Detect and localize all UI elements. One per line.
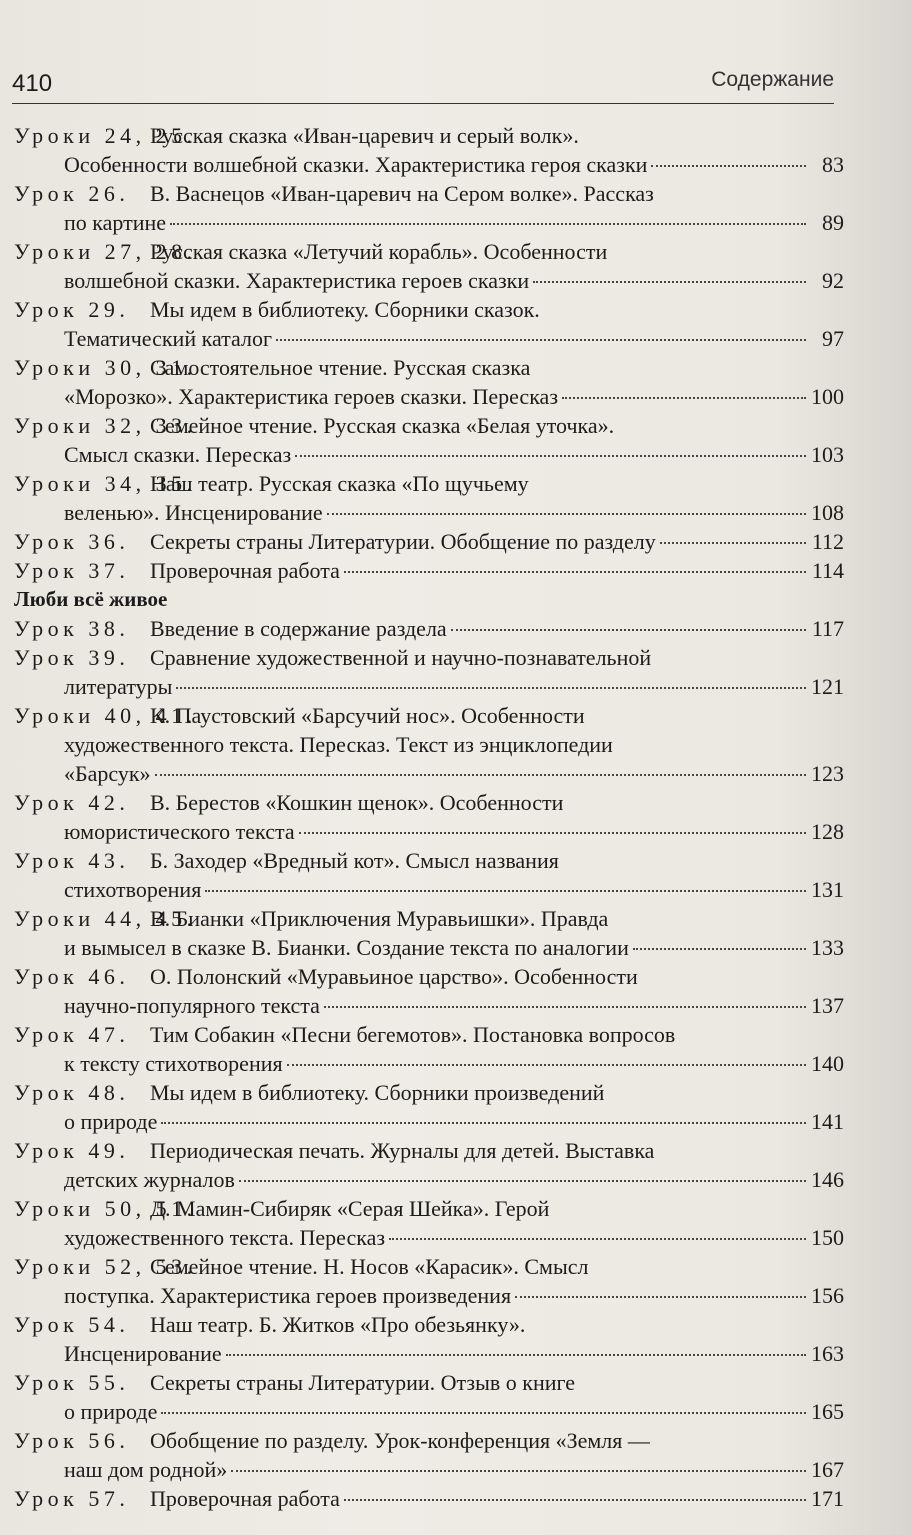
lesson-title: поступка. Характеристика героев произведения bbox=[64, 1283, 512, 1308]
page-ref: 150 bbox=[811, 1225, 844, 1250]
header-rule bbox=[12, 103, 834, 104]
page-ref: 141 bbox=[811, 1109, 844, 1134]
toc-entry-line bbox=[14, 266, 844, 295]
running-title: Содержание bbox=[711, 68, 834, 91]
page-number: 410 bbox=[12, 70, 53, 97]
dot-leader bbox=[299, 832, 806, 834]
lesson-title: Наш театр. Русская сказка «По щучьему bbox=[150, 471, 529, 496]
dot-leader bbox=[651, 165, 806, 167]
page-ref: 137 bbox=[811, 993, 844, 1018]
page-ref: 89 bbox=[822, 210, 844, 235]
lesson-title: художественного текста. Пересказ bbox=[64, 1225, 386, 1250]
lesson-title: «Барсук» bbox=[64, 761, 151, 786]
toc-entry-line bbox=[14, 1426, 844, 1455]
lesson-title: Б. Заходер «Вредный кот». Смысл названия bbox=[150, 848, 559, 873]
dot-leader bbox=[533, 281, 806, 283]
dot-leader bbox=[161, 1122, 806, 1124]
dot-leader bbox=[324, 1006, 806, 1008]
toc-entry[interactable] bbox=[14, 353, 844, 411]
lesson-title: Обобщение по разделу. Урок-конференция «Земля — bbox=[150, 1428, 650, 1453]
lesson-label: Урок 54. bbox=[14, 1312, 130, 1337]
toc-entry-line bbox=[14, 1020, 844, 1049]
toc-entry-line bbox=[14, 469, 844, 498]
page-ref: 112 bbox=[811, 529, 844, 554]
table-of-contents bbox=[14, 121, 844, 1513]
toc-entry-line bbox=[14, 1194, 844, 1223]
lesson-label: Урок 38. bbox=[14, 616, 130, 641]
toc-entry[interactable] bbox=[14, 411, 844, 469]
lesson-title: В. Берестов «Кошкин щенок». Особенности bbox=[150, 790, 564, 815]
lesson-label: Уроки 30, 31. bbox=[14, 355, 197, 380]
toc-entry[interactable] bbox=[14, 788, 844, 846]
toc-entry-line bbox=[14, 846, 844, 875]
lesson-label: Урок 39. bbox=[14, 645, 130, 670]
toc-entry-line bbox=[14, 672, 844, 701]
page-ref: 128 bbox=[811, 819, 844, 844]
toc-entry[interactable] bbox=[14, 643, 844, 701]
toc-entry[interactable] bbox=[14, 1020, 844, 1078]
lesson-title: Тим Собакин «Песни бегемотов». Постановка вопросов bbox=[150, 1022, 676, 1047]
toc-entry-line bbox=[14, 1484, 844, 1513]
lesson-title: Инсценирование bbox=[64, 1341, 222, 1366]
lesson-title: стихотворения bbox=[64, 877, 202, 902]
dot-leader bbox=[327, 513, 806, 515]
lesson-label: Уроки 44, 45. bbox=[14, 906, 197, 931]
page-ref: 100 bbox=[811, 384, 844, 409]
lesson-title: Семейное чтение. Н. Носов «Карасик». Смысл bbox=[150, 1254, 589, 1279]
toc-entry-line bbox=[14, 1078, 844, 1107]
lesson-title: детских журналов bbox=[64, 1167, 235, 1192]
lesson-title: Введение в содержание раздела bbox=[150, 616, 447, 641]
toc-entry[interactable] bbox=[14, 614, 844, 643]
lesson-title: Периодическая печать. Журналы для детей. Выставка bbox=[150, 1138, 655, 1163]
toc-entry-line bbox=[14, 121, 844, 150]
lesson-label: Урок 26. bbox=[14, 181, 130, 206]
page-ref: 133 bbox=[811, 935, 844, 960]
toc-entry[interactable] bbox=[14, 904, 844, 962]
lesson-title: Семейное чтение. Русская сказка «Белая уточка». bbox=[150, 413, 615, 438]
page-ref: 114 bbox=[811, 558, 844, 583]
section-heading: Люби всё живое bbox=[14, 587, 168, 611]
toc-entry-line bbox=[14, 527, 844, 556]
toc-entry-line bbox=[14, 353, 844, 382]
lesson-title: по картине bbox=[64, 210, 167, 235]
toc-entry-line bbox=[14, 150, 844, 179]
lesson-label: Урок 57. bbox=[14, 1486, 130, 1511]
lesson-title: научно-популярного текста bbox=[64, 993, 320, 1018]
lesson-label: Урок 55. bbox=[14, 1370, 130, 1395]
toc-entry-line bbox=[14, 904, 844, 933]
toc-entry-line bbox=[14, 382, 844, 411]
lesson-label: Урок 36. bbox=[14, 529, 130, 554]
page-header bbox=[12, 62, 834, 102]
toc-entry-line bbox=[14, 933, 844, 962]
lesson-title: К. Паустовский «Барсучий нос». Особенности bbox=[150, 703, 585, 728]
dot-leader bbox=[276, 339, 806, 341]
toc-entry[interactable] bbox=[14, 295, 844, 353]
toc-entry-line bbox=[14, 643, 844, 672]
toc-entry-line bbox=[14, 295, 844, 324]
toc-entry[interactable] bbox=[14, 1194, 844, 1252]
toc-entry-line bbox=[14, 1252, 844, 1281]
toc-entry-line bbox=[14, 788, 844, 817]
toc-entry-line bbox=[14, 1310, 844, 1339]
lesson-label: Урок 48. bbox=[14, 1080, 130, 1105]
toc-entry[interactable] bbox=[14, 962, 844, 1020]
toc-entry[interactable] bbox=[14, 1426, 844, 1484]
toc-entry-line bbox=[14, 1339, 844, 1368]
lesson-title: В. Бианки «Приключения Муравьишки». Правда bbox=[150, 906, 609, 931]
dot-leader bbox=[205, 890, 806, 892]
dot-leader bbox=[389, 1238, 806, 1240]
toc-entry-line bbox=[14, 1107, 844, 1136]
lesson-title: и вымысел в сказке В. Бианки. Создание текста по аналогии bbox=[64, 935, 629, 960]
lesson-label: Уроки 27, 28. bbox=[14, 239, 197, 264]
lesson-label: Урок 46. bbox=[14, 964, 130, 989]
page-ref: 131 bbox=[811, 877, 844, 902]
page-ref: 97 bbox=[822, 326, 844, 351]
dot-leader bbox=[170, 223, 806, 225]
page-ref: 140 bbox=[811, 1051, 844, 1076]
lesson-label: Урок 49. bbox=[14, 1138, 130, 1163]
lesson-title: Секреты страны Литературии. Отзыв о книге bbox=[150, 1370, 576, 1395]
lesson-title: Сравнение художественной и научно-познавательной bbox=[150, 645, 652, 670]
toc-entry[interactable] bbox=[14, 121, 844, 179]
page-ref: 163 bbox=[811, 1341, 844, 1366]
lesson-label: Уроки 50, 51. bbox=[14, 1196, 197, 1221]
dot-leader bbox=[226, 1354, 806, 1356]
lesson-label: Уроки 52, 53. bbox=[14, 1254, 197, 1279]
lesson-title: волшебной сказки. Характеристика героев сказки bbox=[64, 268, 530, 293]
lesson-title: Мы идем в библиотеку. Сборники произведений bbox=[150, 1080, 605, 1105]
toc-entry-line bbox=[14, 701, 844, 730]
toc-entry-line bbox=[14, 1165, 844, 1194]
toc-entry-line bbox=[14, 730, 844, 759]
toc-entry[interactable] bbox=[14, 1484, 844, 1513]
dot-leader bbox=[344, 571, 806, 573]
toc-entry-line bbox=[14, 875, 844, 904]
toc-entry-line bbox=[14, 556, 844, 585]
lesson-title: Проверочная работа bbox=[150, 1486, 340, 1511]
toc-entry-line bbox=[14, 1397, 844, 1426]
toc-entry-line bbox=[14, 1136, 844, 1165]
page-ref: 117 bbox=[811, 616, 844, 641]
lesson-label: Урок 37. bbox=[14, 558, 130, 583]
lesson-title: О. Полонский «Муравьиное царство». Особенности bbox=[150, 964, 638, 989]
toc-entry[interactable] bbox=[14, 1368, 844, 1426]
page-ref: 103 bbox=[811, 442, 844, 467]
dot-leader bbox=[239, 1180, 806, 1182]
toc-entry[interactable] bbox=[14, 701, 844, 788]
toc-entry[interactable] bbox=[14, 1078, 844, 1136]
dot-leader bbox=[451, 629, 806, 631]
toc-entry[interactable] bbox=[14, 1136, 844, 1194]
lesson-label: Уроки 24, 25. bbox=[14, 123, 197, 148]
toc-entry-line bbox=[14, 962, 844, 991]
lesson-label: Урок 56. bbox=[14, 1428, 130, 1453]
toc-entry[interactable] bbox=[14, 1252, 844, 1310]
toc-entry-line bbox=[14, 991, 844, 1020]
page-ref: 171 bbox=[811, 1486, 844, 1511]
lesson-title: Проверочная работа bbox=[150, 558, 340, 583]
page-ref: 167 bbox=[811, 1457, 844, 1482]
lesson-title: Русская сказка «Иван-царевич и серый волк». bbox=[150, 123, 579, 148]
dot-leader bbox=[161, 1412, 806, 1414]
lesson-title: Наш театр. Б. Житков «Про обезьянку». bbox=[150, 1312, 526, 1337]
lesson-title: литературы bbox=[64, 674, 173, 699]
lesson-label: Урок 29. bbox=[14, 297, 130, 322]
lesson-title: Секреты страны Литературии. Обобщение по разделу bbox=[150, 529, 656, 554]
toc-entry-line bbox=[14, 1281, 844, 1310]
lesson-title: Мы идем в библиотеку. Сборники сказок. bbox=[150, 297, 540, 322]
lesson-label: Уроки 40, 41. bbox=[14, 703, 197, 728]
lesson-title: о природе bbox=[64, 1399, 158, 1424]
lesson-title: о природе bbox=[64, 1109, 158, 1134]
lesson-label: Уроки 32, 33. bbox=[14, 413, 197, 438]
lesson-title: Особенности волшебной сказки. Характеристика героя сказки bbox=[64, 152, 648, 177]
lesson-label: Урок 42. bbox=[14, 790, 130, 815]
page-ref: 121 bbox=[811, 674, 844, 699]
page-ref: 146 bbox=[811, 1167, 844, 1192]
lesson-label: Урок 43. bbox=[14, 848, 130, 873]
toc-entry-line bbox=[14, 817, 844, 846]
toc-entry-line bbox=[14, 498, 844, 527]
toc-entry-line bbox=[14, 208, 844, 237]
dot-leader bbox=[633, 948, 806, 950]
toc-entry-line bbox=[14, 614, 844, 643]
page-ref: 108 bbox=[811, 500, 844, 525]
toc-entry[interactable] bbox=[14, 556, 844, 585]
lesson-title: Самостоятельное чтение. Русская сказка bbox=[150, 355, 531, 380]
dot-leader bbox=[660, 542, 806, 544]
dot-leader bbox=[231, 1470, 806, 1472]
dot-leader bbox=[295, 455, 806, 457]
toc-entry-line bbox=[14, 324, 844, 353]
toc-entry-line bbox=[14, 759, 844, 788]
toc-entry-line bbox=[14, 1368, 844, 1397]
toc-entry[interactable] bbox=[14, 237, 844, 295]
dot-leader bbox=[287, 1064, 806, 1066]
lesson-title: Русская сказка «Летучий корабль». Особенности bbox=[150, 239, 608, 264]
dot-leader bbox=[176, 687, 806, 689]
lesson-title: веленью». Инсценирование bbox=[64, 500, 323, 525]
page-ref: 123 bbox=[811, 761, 844, 786]
lesson-title: «Морозко». Характеристика героев сказки. Пересказ bbox=[64, 384, 559, 409]
dot-leader bbox=[515, 1296, 806, 1298]
page-ref: 83 bbox=[822, 152, 844, 177]
dot-leader bbox=[155, 774, 806, 776]
toc-entry[interactable] bbox=[14, 846, 844, 904]
toc-entry-line bbox=[14, 237, 844, 266]
page-ref: 165 bbox=[811, 1399, 844, 1424]
dot-leader bbox=[562, 397, 806, 399]
toc-entry[interactable] bbox=[14, 179, 844, 237]
lesson-title: Тематический каталог bbox=[64, 326, 272, 351]
toc-entry[interactable] bbox=[14, 469, 844, 527]
lesson-label: Урок 47. bbox=[14, 1022, 130, 1047]
lesson-title: Д. Мамин-Сибиряк «Серая Шейка». Герой bbox=[150, 1196, 550, 1221]
page-ref: 156 bbox=[811, 1283, 844, 1308]
toc-entry-line bbox=[14, 1223, 844, 1252]
lesson-title: художественного текста. Пересказ. Текст из энциклопедии bbox=[64, 732, 613, 757]
lesson-title: наш дом родной» bbox=[64, 1457, 228, 1482]
dot-leader bbox=[344, 1499, 806, 1501]
toc-entry-line bbox=[14, 411, 844, 440]
toc-entry[interactable] bbox=[14, 527, 844, 556]
lesson-title: В. Васнецов «Иван-царевич на Сером волке». Рассказ bbox=[150, 181, 654, 206]
toc-entry-line bbox=[14, 1455, 844, 1484]
lesson-title: к тексту стихотворения bbox=[64, 1051, 283, 1076]
lesson-label: Уроки 34, 35. bbox=[14, 471, 197, 496]
toc-entry-line bbox=[14, 179, 844, 208]
page-ref: 92 bbox=[822, 268, 844, 293]
toc-entry-line bbox=[14, 1049, 844, 1078]
toc-entry-line bbox=[14, 440, 844, 469]
lesson-title: юмористического текста bbox=[64, 819, 295, 844]
lesson-title: Смысл сказки. Пересказ bbox=[64, 442, 292, 467]
toc-entry[interactable] bbox=[14, 1310, 844, 1368]
